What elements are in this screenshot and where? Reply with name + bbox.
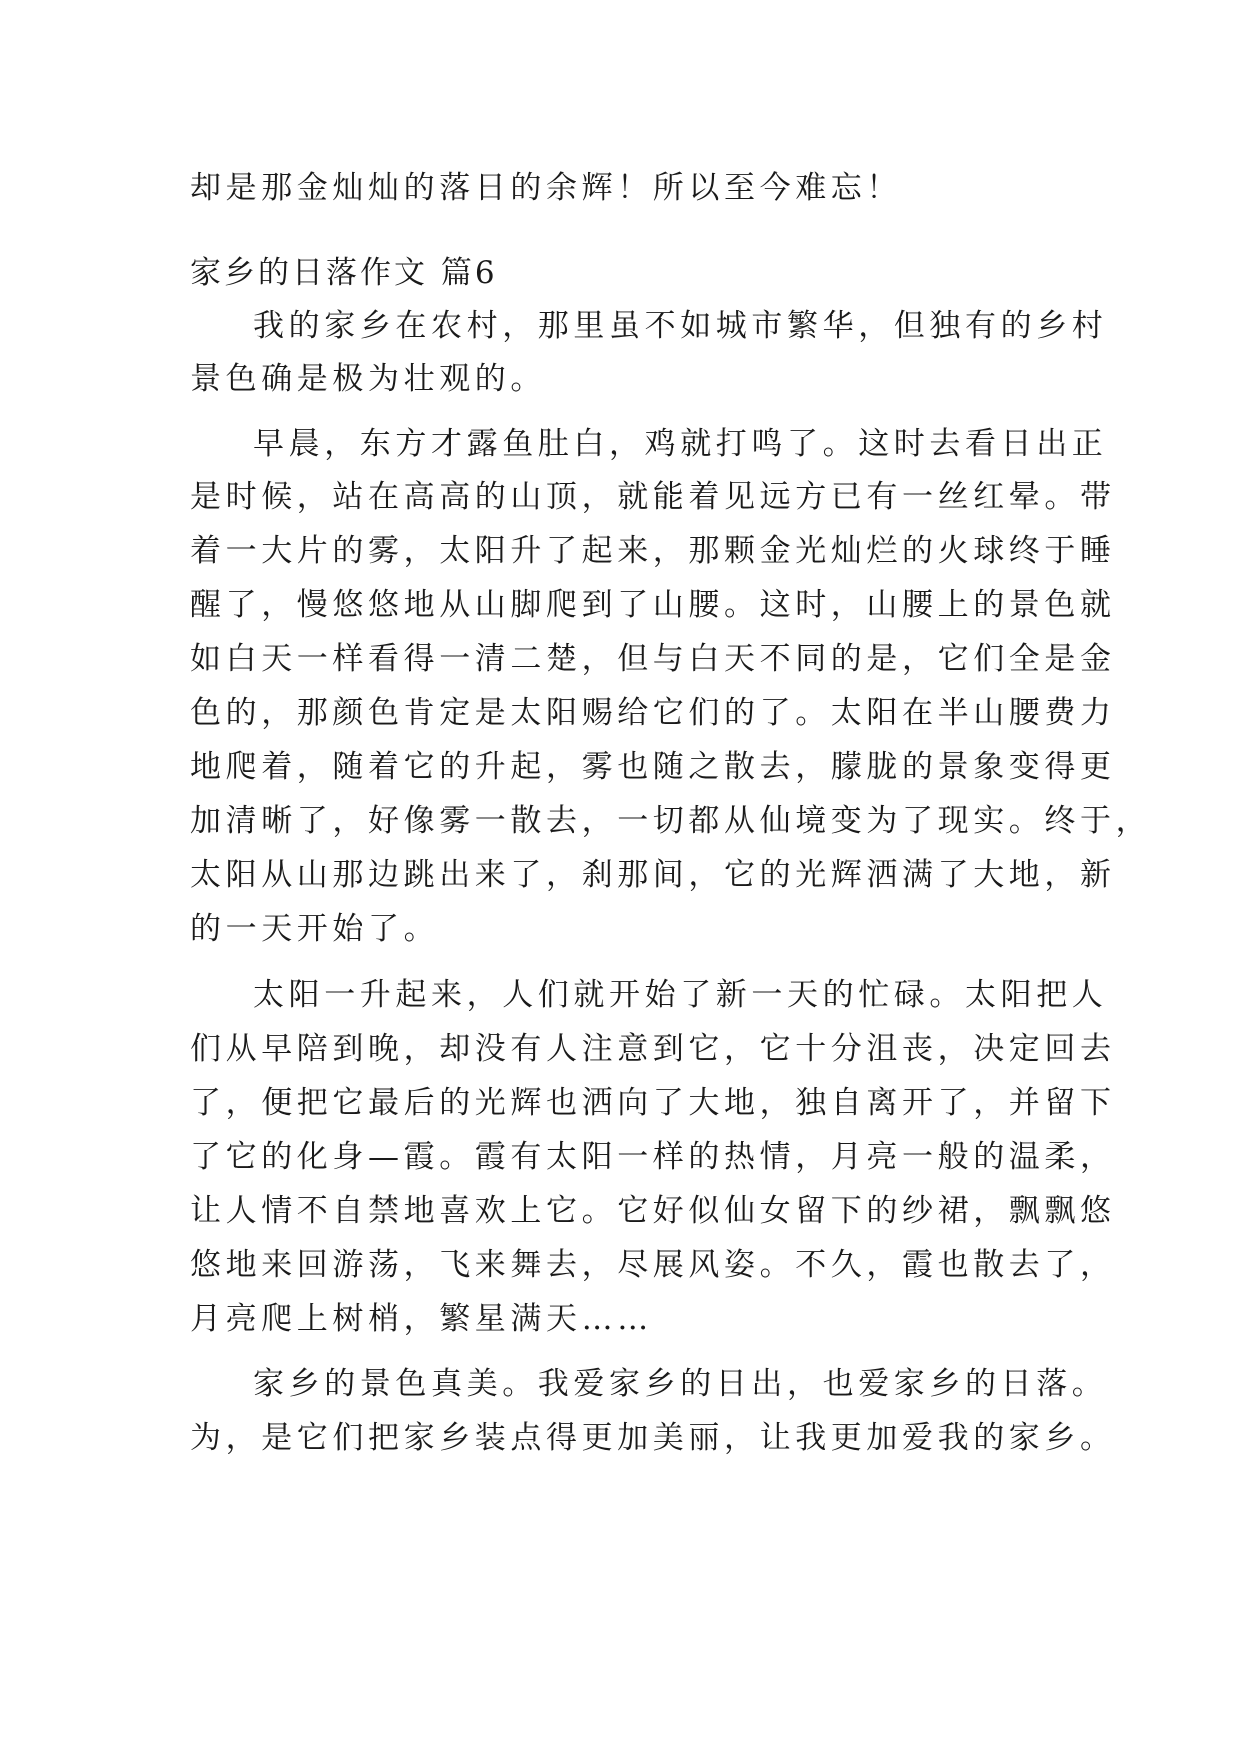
text-line: 早晨，东方才露鱼肚白，鸡就打鸣了。这时去看日出正	[253, 426, 1108, 462]
text-line: 们从早陪到晚，却没有人注意到它，它十分沮丧，决定回去	[190, 1031, 1116, 1067]
text-line: 醒了，慢悠悠地从山脚爬到了山腰。这时，山腰上的景色就	[190, 587, 1116, 623]
text-line: 了它的化身—霞。霞有太阳一样的热情，月亮一般的温柔，	[190, 1139, 1116, 1175]
text-line: 悠地来回游荡，飞来舞去，尽展风姿。不久，霞也散去了，	[190, 1247, 1116, 1283]
section-heading: 家乡的日落作文 篇6	[190, 255, 498, 291]
text-line: 为，是它们把家乡装点得更加美丽，让我更加爱我的家乡。	[190, 1420, 1116, 1456]
text-line: 地爬着，随着它的升起，雾也随之散去，朦胧的景象变得更	[190, 749, 1116, 785]
text-line: 家乡的景色真美。我爱家乡的日出，也爱家乡的日落。	[253, 1366, 1108, 1402]
text-line: 却是那金灿灿的落日的余辉！所以至今难忘！	[190, 170, 902, 206]
text-line: 太阳从山那边跳出来了，刹那间，它的光辉洒满了大地，新	[190, 857, 1116, 893]
text-line: 加清晰了，好像雾一散去，一切都从仙境变为了现实。终于，	[190, 803, 1152, 839]
text-line: 了，便把它最后的光辉也洒向了大地，独自离开了，并留下	[190, 1085, 1116, 1121]
text-line: 景色确是极为壮观的。	[190, 361, 546, 397]
text-line: 月亮爬上树梢，繁星满天……	[190, 1301, 653, 1337]
text-line: 我的家乡在农村，那里虽不如城市繁华，但独有的乡村	[253, 308, 1108, 344]
text-line: 是时候，站在高高的山顶，就能着见远方已有一丝红晕。带	[190, 479, 1116, 515]
text-line: 让人情不自禁地喜欢上它。它好似仙女留下的纱裙，飘飘悠	[190, 1193, 1116, 1229]
text-line: 着一大片的雾，太阳升了起来，那颗金光灿烂的火球终于睡	[190, 533, 1116, 569]
text-line: 如白天一样看得一清二楚，但与白天不同的是，它们全是金	[190, 641, 1116, 677]
text-line: 太阳一升起来，人们就开始了新一天的忙碌。太阳把人	[253, 977, 1108, 1013]
text-line: 的一天开始了。	[190, 911, 440, 947]
text-line: 色的，那颜色肯定是太阳赐给它们的了。太阳在半山腰费力	[190, 695, 1116, 731]
